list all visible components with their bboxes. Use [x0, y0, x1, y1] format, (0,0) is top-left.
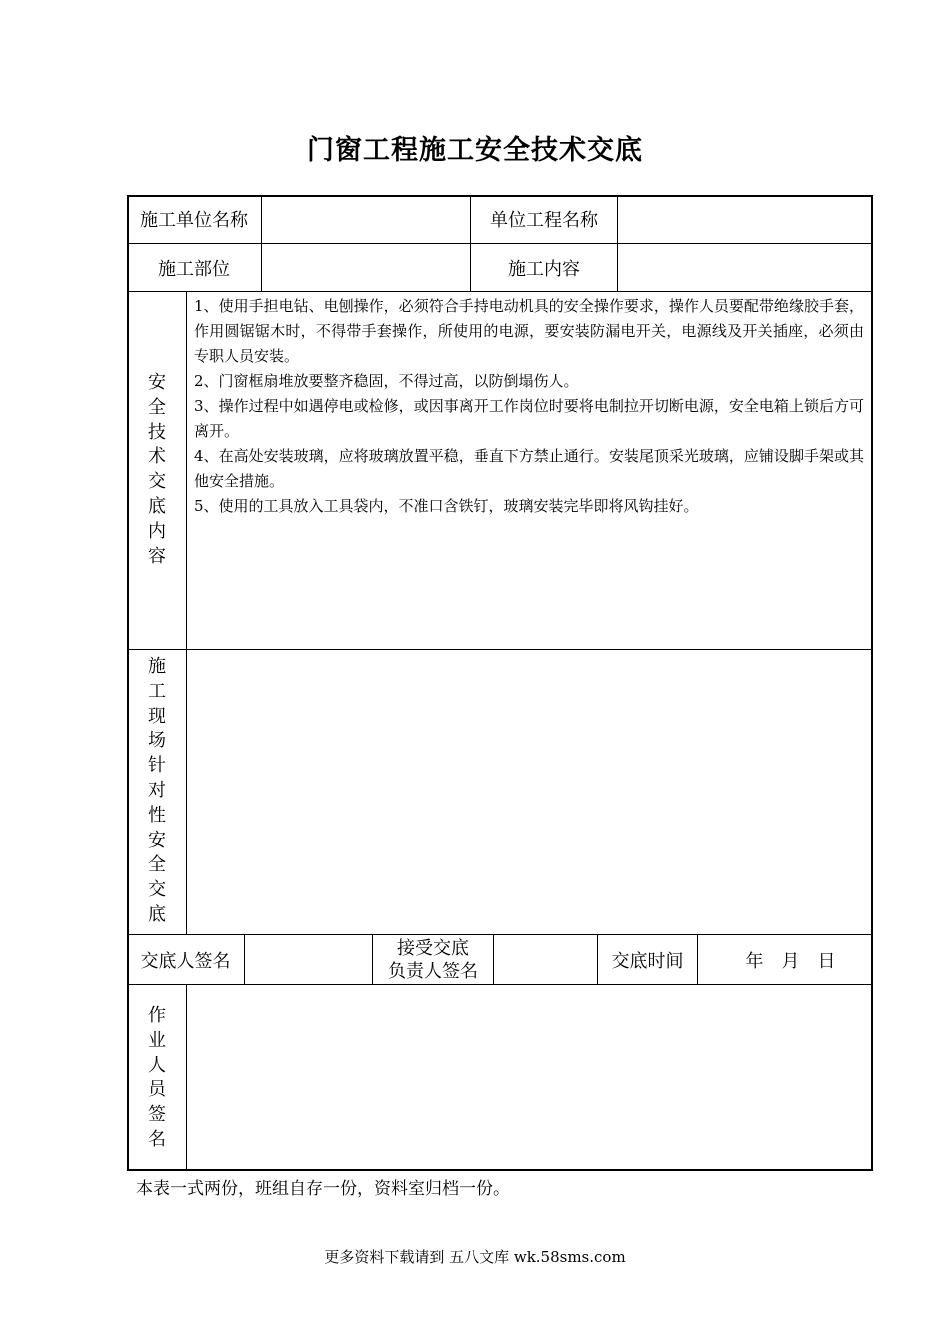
project-name-value[interactable] — [618, 195, 873, 243]
construction-part-value[interactable] — [262, 244, 470, 291]
label-char: 交 — [148, 879, 166, 901]
label-char: 底 — [148, 495, 166, 517]
label-char: 场 — [148, 730, 166, 752]
receiver-label-line2: 负责人签名 — [388, 960, 478, 982]
briefer-signature-label: 交底人签名 — [140, 950, 231, 972]
construction-content-value[interactable] — [618, 244, 873, 291]
label-char: 名 — [148, 1128, 166, 1150]
label-char: 业 — [148, 1029, 166, 1051]
safety-content-label — [127, 371, 187, 569]
receiver-signature-label — [373, 935, 493, 984]
label-char: 针 — [148, 755, 166, 777]
safety-item: 3、操作过程中如遇停电或检修，或因事离开工作岗位时要将电制拉开切断电源，安全电箱上锁后方可离开。 — [194, 397, 864, 440]
label-char: 签 — [148, 1104, 166, 1126]
label-char: 性 — [148, 804, 166, 826]
receiver-signature-field[interactable] — [494, 935, 597, 984]
label-char: 施 — [148, 656, 166, 677]
label-char: 员 — [148, 1079, 166, 1101]
label-char: 技 — [148, 421, 166, 443]
safety-item: 4、在高处安装玻璃，应将玻璃放置平稳，垂直下方禁止通行。安装尾顶采光玻璃，应铺设脚手架或其他安全措施。 — [194, 447, 864, 490]
label-char: 现 — [148, 705, 166, 727]
briefer-signature-field[interactable] — [245, 935, 372, 984]
unit-name-label: 施工单位名称 — [140, 210, 248, 231]
site-specific-safety-field[interactable] — [187, 650, 873, 934]
label-char: 安 — [148, 372, 166, 393]
page-footer: 更多资料下载请到 五八文库 wk.58sms.com — [324, 1248, 626, 1266]
briefing-time-label: 交底时间 — [611, 950, 684, 972]
label-char: 交 — [148, 471, 166, 493]
page-title: 门窗工程施工安全技术交底 — [307, 135, 643, 166]
label-char: 内 — [148, 520, 166, 542]
form-footnote: 本表一式两份，班组自存一份，资料室归档一份。 — [136, 1179, 510, 1199]
label-char: 底 — [148, 903, 166, 925]
workers-signature-label — [127, 1004, 187, 1153]
row-divider — [127, 291, 873, 292]
label-char: 工 — [148, 680, 166, 702]
safety-item: 1、使用手担电钻、电刨操作，必须符合手持电动机具的安全操作要求，操作人员要配带绝缘胶手套，作用圆锯锯木时，不得带手套操作，所使用的电源，要安装防漏电开关，电源线及开关插座，必须由专职人员安装。 — [194, 297, 864, 365]
safety-item: 5、使用的工具放入工具袋内，不准口含铁钉，玻璃安装完毕即将风钩挂好。 — [194, 497, 699, 515]
label-char: 全 — [148, 854, 166, 876]
label-char: 安 — [148, 829, 166, 851]
label-char: 全 — [148, 396, 166, 418]
label-char: 术 — [148, 446, 166, 468]
label-char: 作 — [148, 1005, 166, 1026]
site-specific-safety-label — [127, 655, 187, 928]
unit-name-value[interactable] — [262, 195, 470, 243]
safety-content-text — [194, 294, 864, 519]
safety-item: 2、门窗框扇堆放要整齐稳固，不得过高，以防倒塌伤人。 — [194, 372, 579, 390]
workers-signature-field[interactable] — [187, 985, 873, 1171]
project-name-label: 单位工程名称 — [490, 210, 598, 231]
briefing-date-field[interactable]: 年 月 日 — [745, 950, 836, 972]
label-char: 人 — [148, 1054, 166, 1076]
label-char: 容 — [148, 545, 166, 567]
label-char: 对 — [148, 779, 166, 801]
construction-part-label: 施工部位 — [158, 258, 230, 280]
receiver-label-line1: 接受交底 — [397, 937, 469, 959]
construction-content-label: 施工内容 — [508, 258, 580, 280]
